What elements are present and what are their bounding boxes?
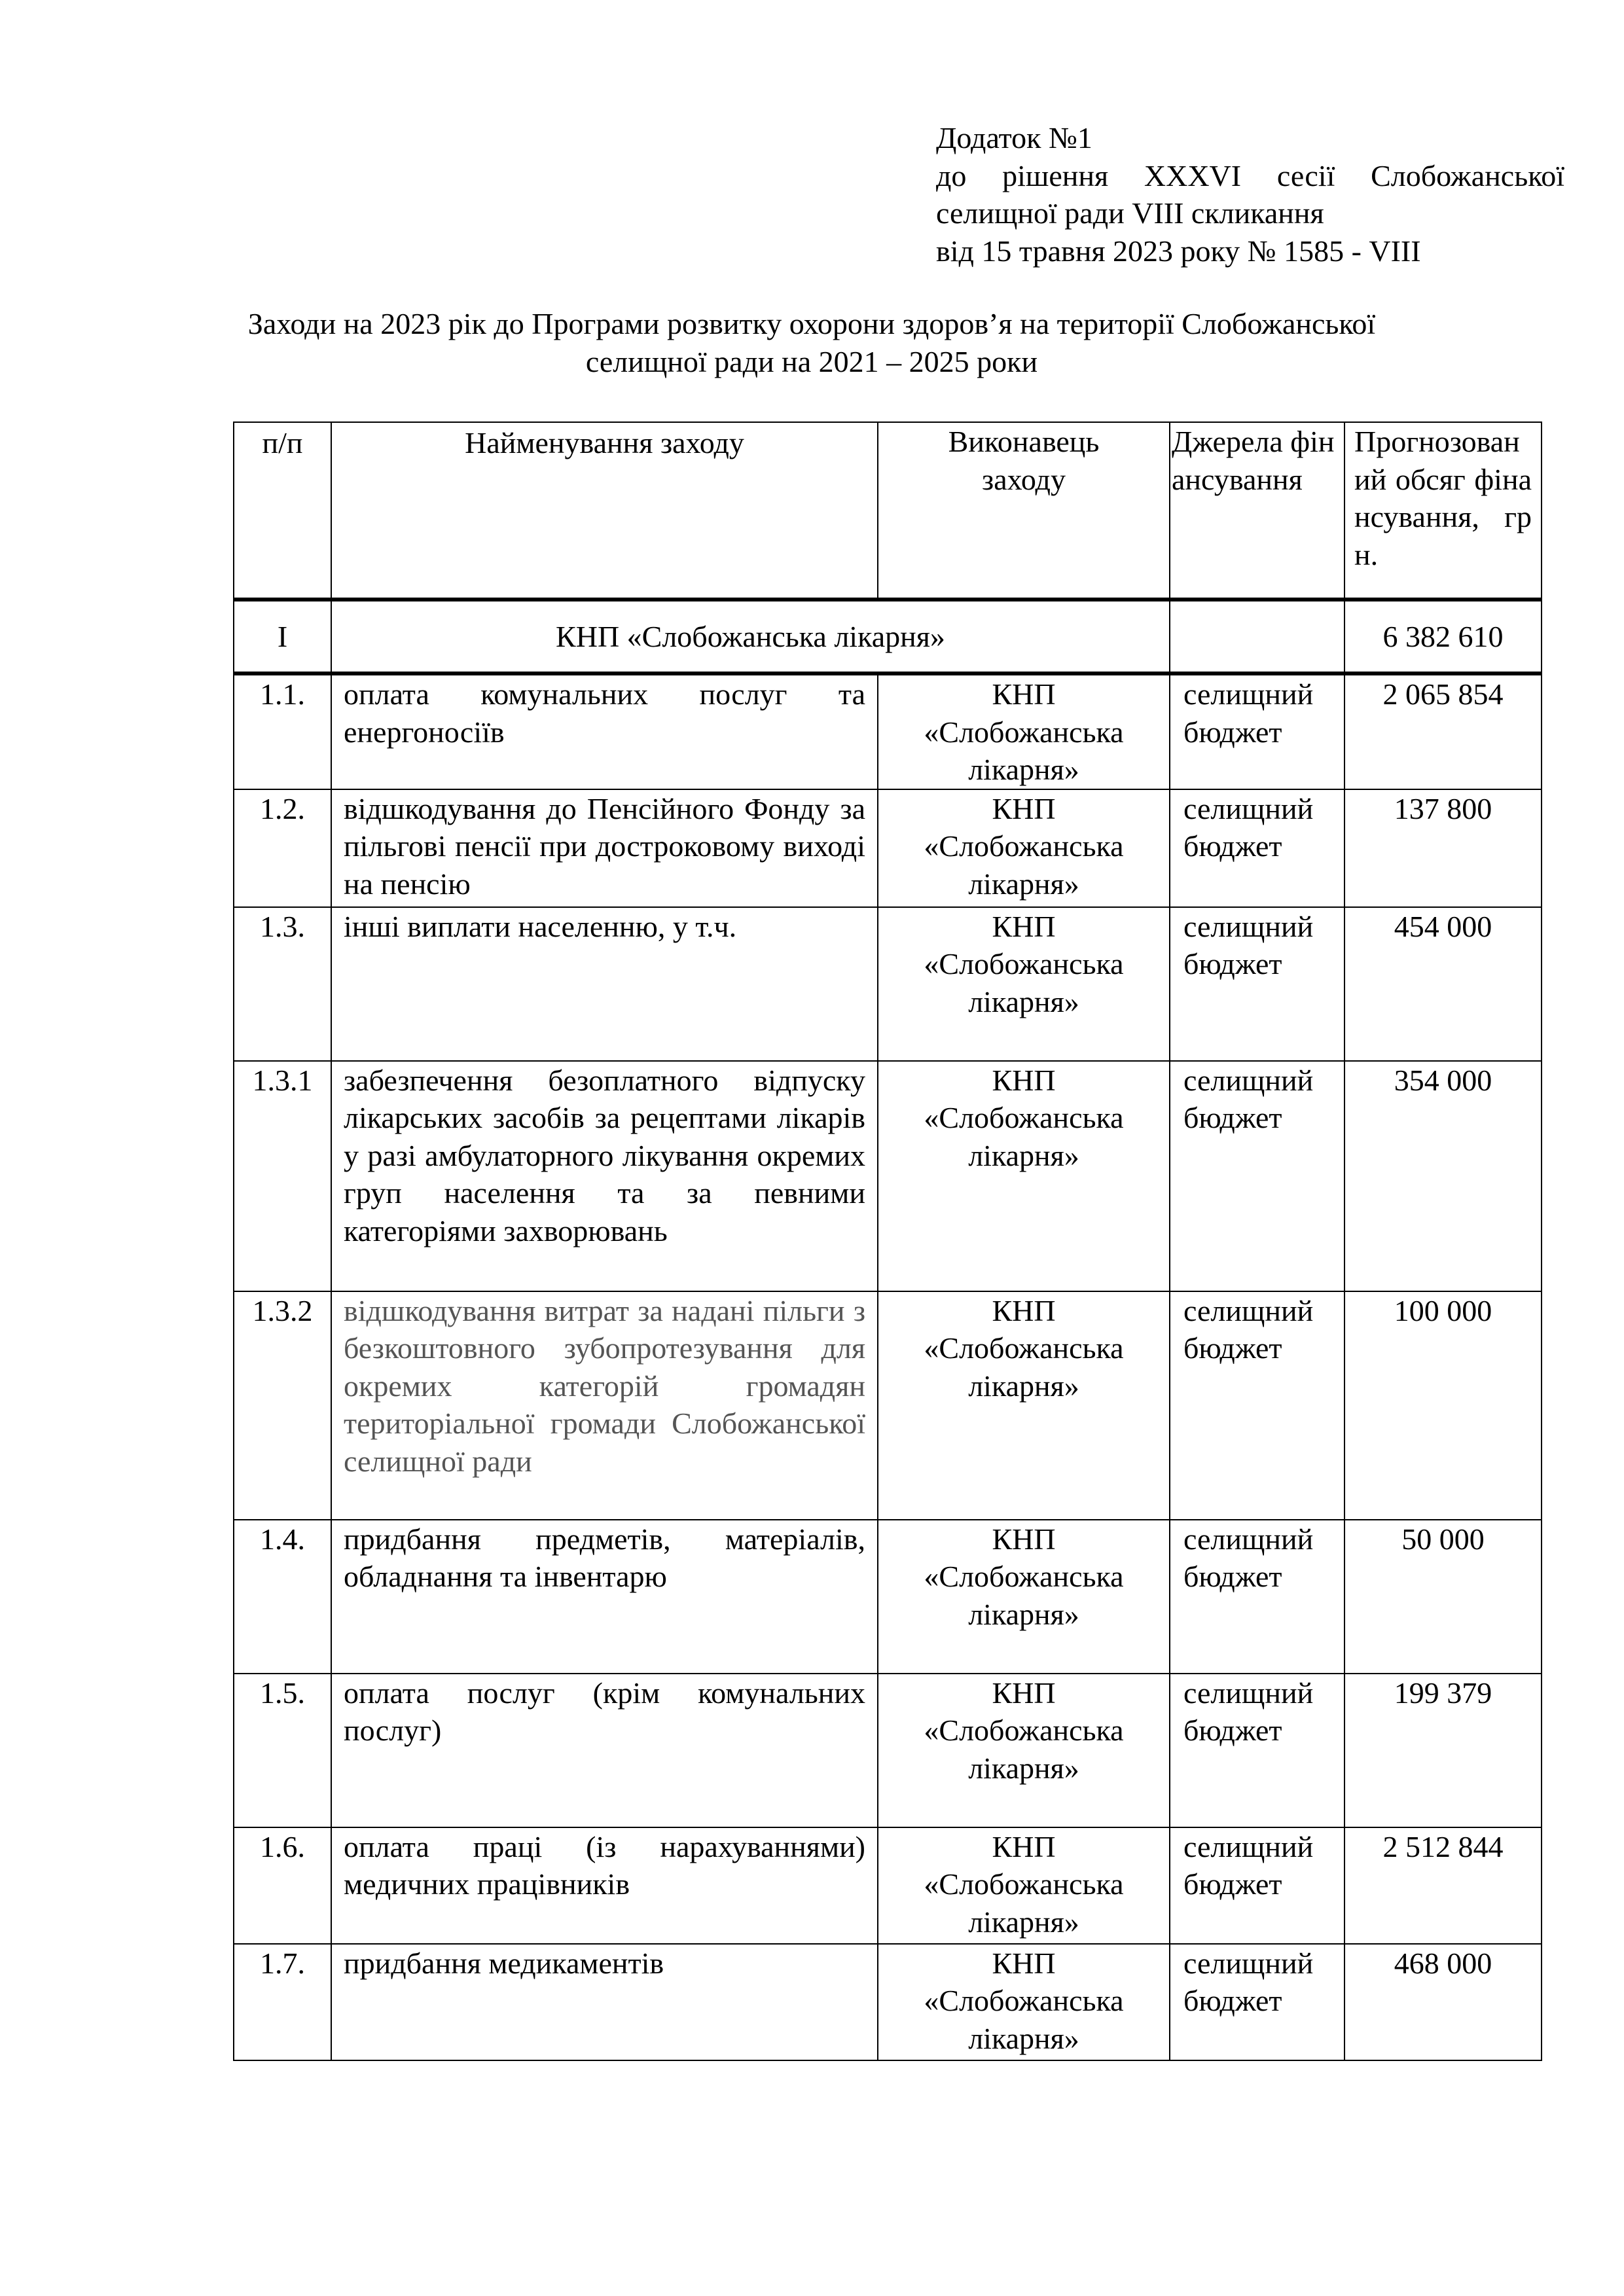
header-source: Джерела фінансування [1170,422,1344,600]
row-funding-source: селищний бюджет [1170,1520,1344,1674]
row-measure-name: оплата комунальних послуг та енергоносіїв [331,673,878,789]
header-name: Найменування заходу [331,422,878,600]
annex-decision: до рішення XXXVI сесії Слобожанської [936,158,1564,192]
table-row [234,907,1542,1061]
row-amount: 2 512 844 [1344,1827,1542,1944]
row-amount: 100 000 [1344,1291,1542,1520]
header-pp: п/п [234,422,331,600]
annex-council: селищної ради VIII скликання [936,196,1324,230]
row-measure-name: забезпечення безоплатного відпуску лікарських засобів за рецептами лікарів у разі амбулаторного лікування окремих груп населення та за певними категоріями захворювань [331,1061,878,1291]
row-executor: КНП «Слобожанська лікарня» [878,1674,1170,1827]
row-number: 1.5. [234,1674,331,1827]
row-executor: КНП «Слобожанська лікарня» [878,1520,1170,1674]
table-row [234,1291,1542,1520]
row-number: 1.4. [234,1520,331,1674]
row-amount: 468 000 [1344,1944,1542,2060]
group-pp: I [234,600,331,673]
group-name: КНП «Слобожанська лікарня» [331,600,1170,673]
table-row [234,789,1542,907]
row-executor: КНП «Слобожанська лікарня» [878,1944,1170,2060]
row-measure-name: інші виплати населенню, у т.ч. [331,907,878,1061]
row-amount: 454 000 [1344,907,1542,1061]
row-amount: 50 000 [1344,1520,1542,1674]
row-funding-source: селищний бюджет [1170,673,1344,789]
measures-table [233,422,1542,2061]
row-measure-name: придбання предметів, матеріалів, обладнання та інвентарю [331,1520,878,1674]
annex-header [936,119,1564,270]
row-funding-source: селищний бюджет [1170,907,1344,1061]
annex-title: Додаток №1 [936,121,1092,154]
row-number: 1.3.2 [234,1291,331,1520]
row-amount: 354 000 [1344,1061,1542,1291]
title-line-2: селищної ради на 2021 – 2025 роки [585,344,1038,378]
row-executor: КНП «Слобожанська лікарня» [878,1061,1170,1291]
row-funding-source: селищний бюджет [1170,1291,1344,1520]
table-header-row [234,422,1542,600]
row-number: 1.7. [234,1944,331,2060]
row-funding-source: селищний бюджет [1170,1944,1344,2060]
row-measure-name: відшкодування витрат за надані пільги з безкоштовного зубопротезування для окремих категорій громадян територіальної громади Слобожанської селищної ради [331,1291,878,1520]
table-row [234,1061,1542,1291]
header-amount: Прогнозований обсяг фінансування, грн. [1344,422,1542,600]
row-number: 1.3. [234,907,331,1061]
document-title [196,305,1427,380]
row-executor: КНП «Слобожанська лікарня» [878,1291,1170,1520]
group-amount: 6 382 610 [1344,600,1542,673]
row-number: 1.2. [234,789,331,907]
header-executor: Виконавець заходу [878,422,1170,600]
row-measure-name: відшкодування до Пенсійного Фонду за пільгові пенсії при достроковому виході на пенсію [331,789,878,907]
group-row [234,600,1542,673]
row-executor: КНП «Слобожанська лікарня» [878,1827,1170,1944]
row-amount: 2 065 854 [1344,673,1542,789]
annex-date-number: від 15 травня 2023 року № 1585 - VIII [936,234,1421,268]
row-number: 1.6. [234,1827,331,1944]
row-amount: 137 800 [1344,789,1542,907]
table-row [234,1674,1542,1827]
row-number: 1.3.1 [234,1061,331,1291]
row-measure-name: оплата праці (із нарахуваннями) медичних працівників [331,1827,878,1944]
row-funding-source: селищний бюджет [1170,789,1344,907]
row-funding-source: селищний бюджет [1170,1674,1344,1827]
row-measure-name: придбання медикаментів [331,1944,878,2060]
table-row [234,1944,1542,2060]
row-executor: КНП «Слобожанська лікарня» [878,907,1170,1061]
title-line-1: Заходи на 2023 рік до Програми розвитку охорони здоров’я на території Слобожанської [247,307,1376,340]
group-source [1170,600,1344,673]
row-funding-source: селищний бюджет [1170,1827,1344,1944]
row-number: 1.1. [234,673,331,789]
row-measure-name: оплата послуг (крім комунальних послуг) [331,1674,878,1827]
row-amount: 199 379 [1344,1674,1542,1827]
row-executor: КНП «Слобожанська лікарня» [878,789,1170,907]
table-row [234,1520,1542,1674]
row-funding-source: селищний бюджет [1170,1061,1344,1291]
table-row [234,1827,1542,1944]
row-executor: КНП «Слобожанська лікарня» [878,673,1170,789]
table-row [234,673,1542,789]
